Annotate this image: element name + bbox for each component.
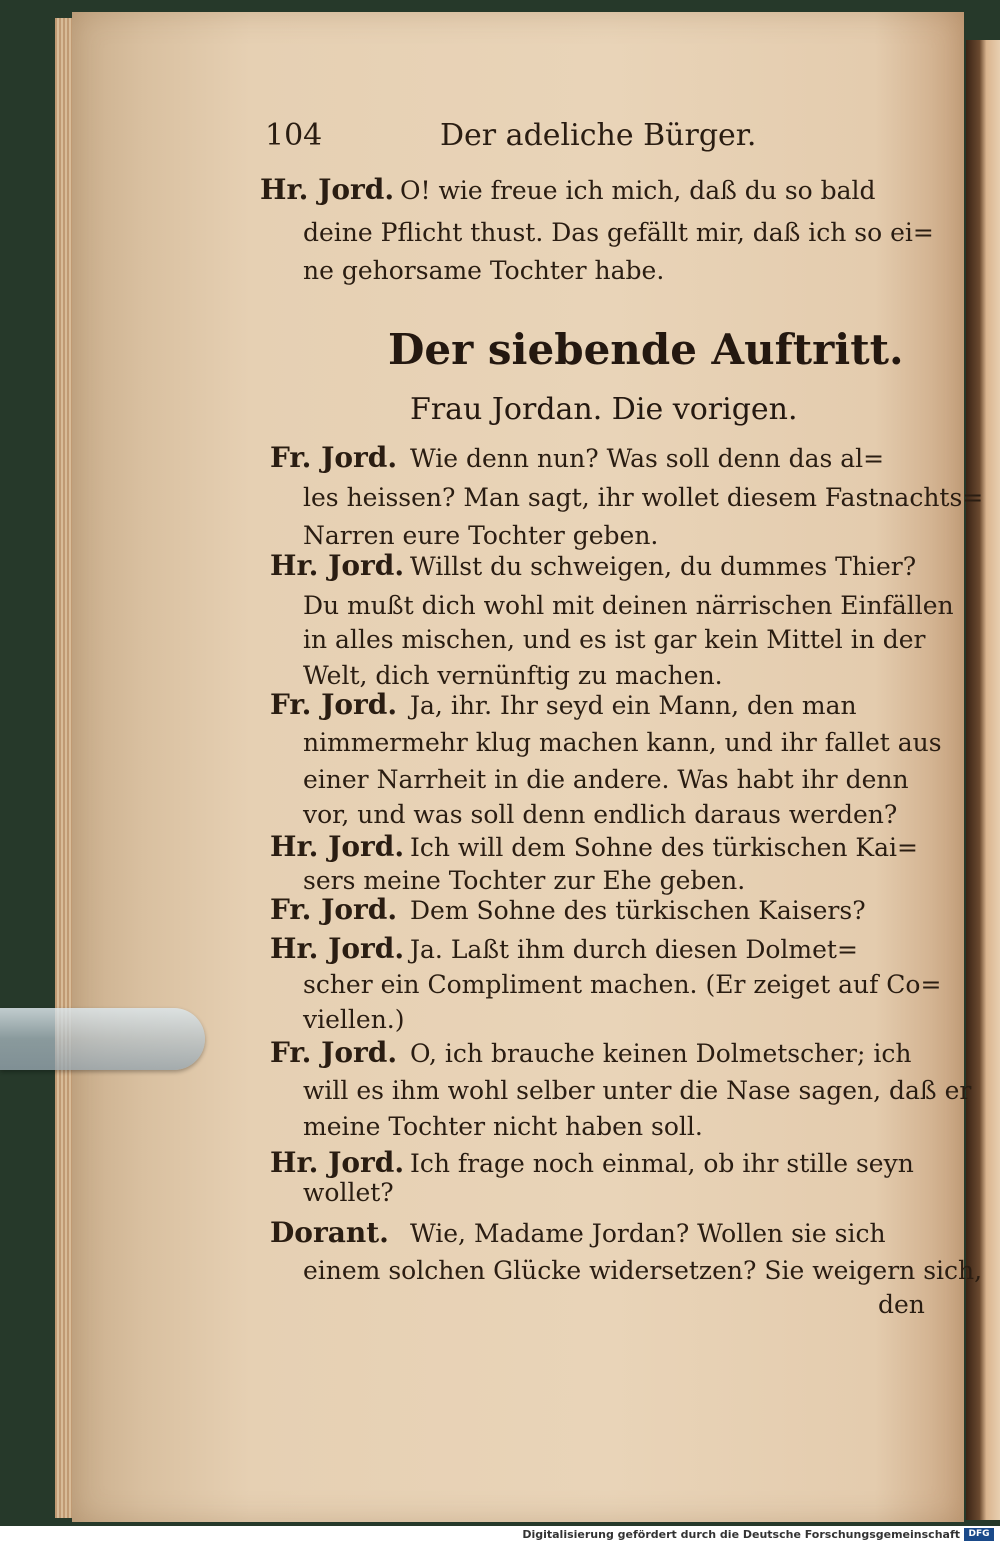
text-line: Fr. Jord. Ja, ihr. Ihr seyd ein Mann, den man	[270, 688, 857, 721]
text-line: in alles mischen, und es ist gar kein Mittel in der	[303, 625, 926, 654]
text-line: ne gehorsame Tochter habe.	[303, 256, 665, 285]
text-line: Fr. Jord. Dem Sohne des türkischen Kaisers?	[270, 893, 866, 926]
text-line: Hr. Jord. Ich frage noch einmal, ob ihr stille seyn	[270, 1146, 914, 1179]
dfg-logo: DFG	[964, 1528, 994, 1541]
text-line: sers meine Tochter zur Ehe geben.	[303, 866, 746, 895]
speaker-label: Hr. Jord.	[270, 932, 405, 965]
scene-title: Der siebende Auftritt.	[388, 325, 904, 374]
text-line: will es ihm wohl selber unter die Nase sagen, daß er	[303, 1076, 972, 1105]
footer-bar	[0, 1526, 1000, 1543]
text-line: Du mußt dich wohl mit deinen närrischen Einfällen	[303, 591, 954, 620]
speaker-label: Fr. Jord.	[270, 1036, 398, 1069]
page-number: 104	[265, 118, 323, 153]
speaker-label: Dorant.	[270, 1216, 389, 1249]
text-line: nimmermehr klug machen kann, und ihr fallet aus	[303, 728, 942, 757]
text-line: Hr. Jord. Ja. Laßt ihm durch diesen Dolmet=	[270, 932, 858, 965]
funding-credit: Digitalisierung gefördert durch die Deutsche Forschungsgemeinschaft	[522, 1528, 960, 1541]
dramatis-personae: Frau Jordan. Die vorigen.	[410, 392, 798, 427]
speaker-label: Hr. Jord.	[270, 830, 405, 863]
text-line: meine Tochter nicht haben soll.	[303, 1112, 703, 1141]
text-line: Dorant. Wie, Madame Jordan? Wollen sie sich	[270, 1216, 886, 1249]
text-line: Fr. Jord. Wie denn nun? Was soll denn das al=	[270, 441, 885, 474]
speaker-label: Hr. Jord.	[270, 1146, 405, 1179]
text-line: Welt, dich vernünftig zu machen.	[303, 661, 723, 690]
speaker-label: Hr. Jord.	[270, 549, 405, 582]
text-line: einer Narrheit in die andere. Was habt ihr denn	[303, 765, 909, 794]
text-line: Hr. Jord. Willst du schweigen, du dummes Thier?	[270, 549, 917, 582]
speaker-label: Fr. Jord.	[270, 893, 398, 926]
text-line: deine Pflicht thust. Das gefällt mir, daß ich so ei=	[303, 218, 934, 247]
text-line: Narren eure Tochter geben.	[303, 521, 659, 550]
text-line: wollet?	[303, 1178, 394, 1207]
text-line: viellen.)	[303, 1005, 405, 1034]
text-line: Hr. Jord. O! wie freue ich mich, daß du so bald	[260, 173, 876, 206]
text-line: scher ein Compliment machen. (Er zeiget auf Co=	[303, 970, 942, 999]
running-head: Der adeliche Bürger.	[440, 118, 757, 153]
speaker-label: Fr. Jord.	[270, 441, 398, 474]
text-line: Fr. Jord. O, ich brauche keinen Dolmetscher; ich	[270, 1036, 912, 1069]
text-line: einem solchen Glücke widersetzen? Sie weigern sich,	[303, 1256, 983, 1285]
text-line: les heissen? Man sagt, ihr wollet diesem Fastnachts=	[303, 483, 984, 512]
speaker-label: Fr. Jord.	[270, 688, 398, 721]
catchword: den	[878, 1290, 925, 1319]
speaker-label: Hr. Jord.	[260, 173, 395, 206]
text-line: Hr. Jord. Ich will dem Sohne des türkischen Kai=	[270, 830, 918, 863]
text-line: vor, und was soll denn endlich daraus werden?	[303, 800, 898, 829]
